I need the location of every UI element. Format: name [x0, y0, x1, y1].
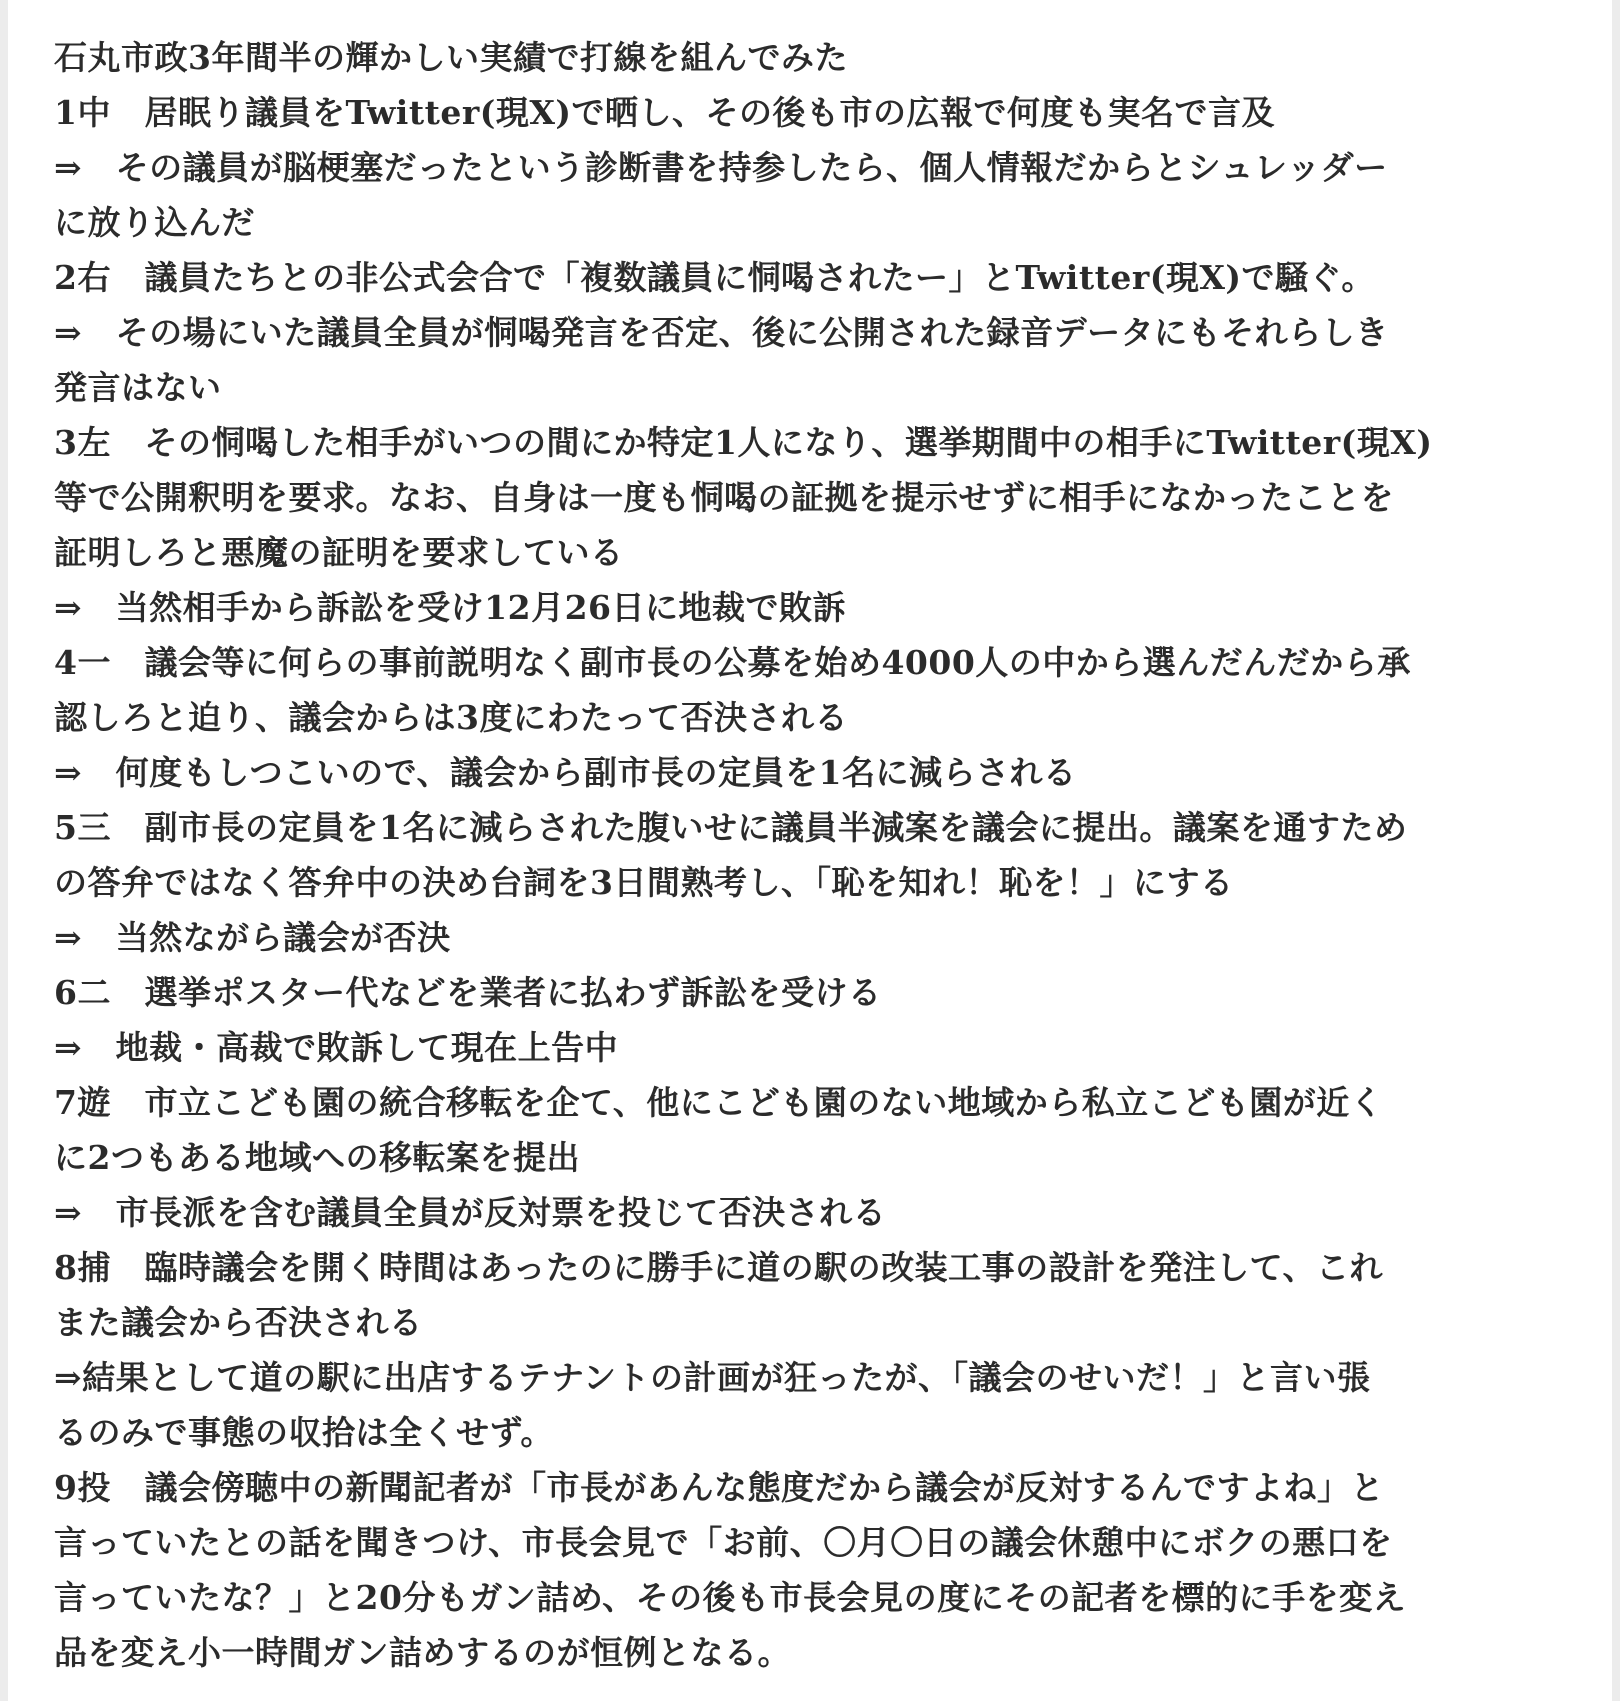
text-line: ⇒結果として道の駅に出店するテナントの計画が狂ったが、「議会のせいだ！」と言い張: [54, 1358, 1371, 1397]
text-line: 言っていたな？」と20分もガン詰め、その後も市長会見の度にその記者を標的に手を変え: [54, 1578, 1407, 1617]
document-page: [8, 0, 1612, 1701]
text-line: 6二 選挙ポスター代などを業者に払わず訴訟を受ける: [54, 973, 882, 1012]
text-line: 4一 議会等に何らの事前説明なく副市長の公募を始め4000人の中から選んだんだから承: [54, 643, 1411, 682]
text-line: ⇒ その場にいた議員全員が恫喝発言を否定、後に公開された録音データにもそれらしき: [54, 313, 1389, 352]
text-line: また議会から否決される: [54, 1303, 423, 1342]
text-line: 3左 その恫喝した相手がいつの間にか特定1人になり、選挙期間中の相手にTwitter(現X): [54, 423, 1433, 462]
text-line: 9投 議会傍聴中の新聞記者が「市長があんな態度だから議会が反対するんですよね」と: [54, 1468, 1384, 1507]
text-line: 7遊 市立こども園の統合移転を企て、他にこども園のない地域から私立こども園が近く: [54, 1083, 1384, 1122]
text-line: 8捕 臨時議会を開く時間はあったのに勝手に道の駅の改装工事の設計を発注して、これ: [54, 1248, 1383, 1287]
text-line: 5三 副市長の定員を1名に減らされた腹いせに議員半減案を議会に提出。議案を通すため: [54, 808, 1408, 847]
text-line: 証明しろと悪魔の証明を要求している: [54, 533, 624, 572]
text-line: の答弁ではなく答弁中の決め台詞を3日間熟考し、「恥を知れ！恥を！」にする: [54, 863, 1234, 902]
text-line: に放り込んだ: [54, 203, 255, 242]
text-line: 認しろと迫り、議会からは3度にわたって否決される: [54, 698, 848, 737]
text-line: 1中 居眠り議員をTwitter(現X)で晒し、その後も市の広報で何度も実名で言及: [54, 93, 1276, 132]
text-line: ⇒ 何度もしつこいので、議会から副市長の定員を1名に減らされる: [54, 753, 1077, 792]
text-line: るのみで事態の収拾は全くせず。: [54, 1413, 554, 1452]
text-line: 発言はない: [54, 368, 222, 407]
text-line: ⇒ 地裁・高裁で敗訴して現在上告中: [54, 1028, 619, 1067]
text-line: 言っていたとの話を聞きつけ、市長会見で「お前、〇月〇日の議会休憩中にボクの悪口を: [54, 1523, 1393, 1562]
text-line: 品を変え小一時間ガン詰めするのが恒例となる。: [54, 1633, 791, 1672]
text-line: ⇒ 市長派を含む議員全員が反対票を投じて否決される: [54, 1193, 887, 1232]
title-line: 石丸市政3年間半の輝かしい実績で打線を組んでみた: [54, 38, 848, 77]
text-line: 等で公開釈明を要求。なお、自身は一度も恫喝の証拠を提示せずに相手になかったことを: [54, 478, 1394, 517]
text-line: 2右 議員たちとの非公式会合で「複数議員に恫喝されたー」とTwitter(現X)で騒ぐ。: [54, 258, 1375, 297]
text-line: ⇒ 当然ながら議会が否決: [54, 918, 451, 957]
text-line: ⇒ 当然相手から訴訟を受け12月26日に地裁で敗訴: [54, 588, 846, 627]
text-line: に2つもある地域への移転案を提出: [54, 1138, 580, 1177]
text-line: ⇒ その議員が脳梗塞だったという診断書を持参したら、個人情報だからとシュレッダー: [54, 148, 1388, 187]
